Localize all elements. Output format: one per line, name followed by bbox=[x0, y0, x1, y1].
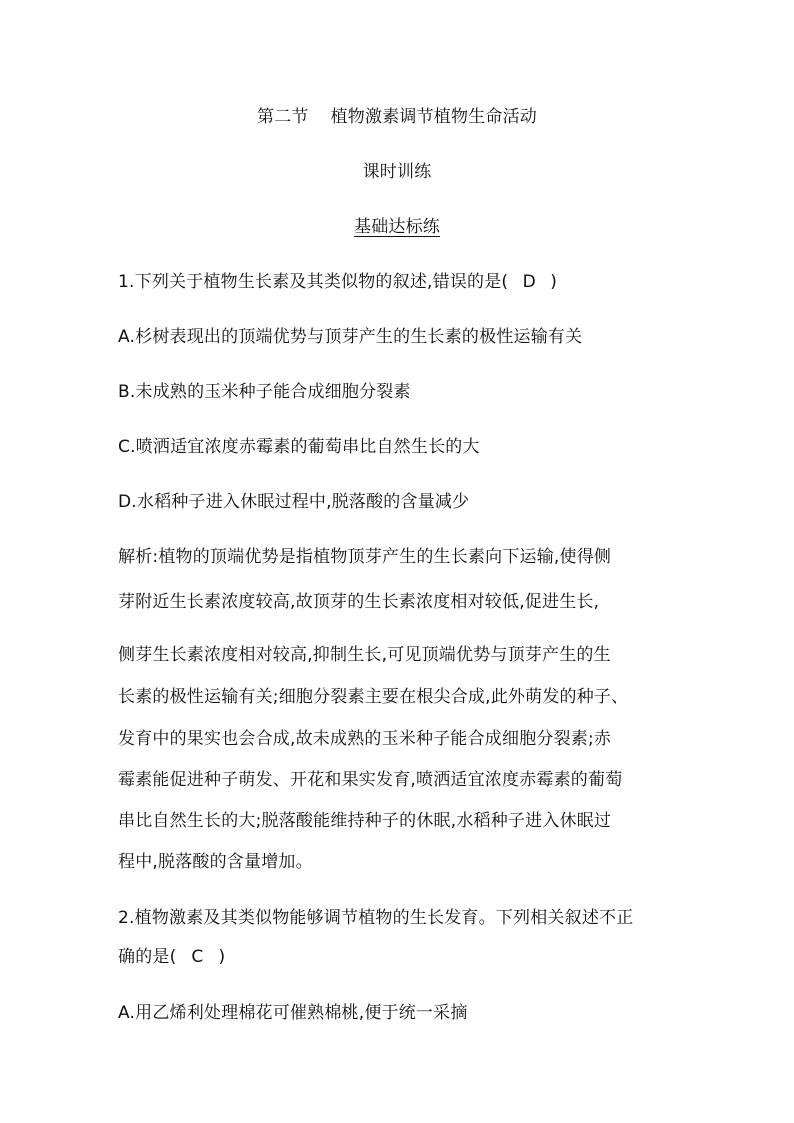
question-1-close: ) bbox=[550, 272, 558, 292]
level-heading-text: 基础达标练 bbox=[354, 217, 440, 237]
analysis-line: 长素的极性运输有关;细胞分裂素主要在根尖合成,此外萌发的种子、 bbox=[118, 687, 629, 707]
question-1-option-d: D.水稻种子进入休眠过程中,脱落酸的含量减少 bbox=[118, 492, 470, 512]
question-2-close: ) bbox=[218, 947, 226, 967]
section-heading: 植物激素调节植物生命活动 bbox=[330, 107, 537, 127]
question-2-stem-line-1: 2.植物激素及其类似物能够调节植物的生长发育。下列相关叙述不正 bbox=[118, 908, 634, 928]
question-2-text: 确的是( bbox=[118, 947, 177, 967]
question-1-option-b: B.未成熟的玉米种子能合成细胞分裂素 bbox=[118, 382, 411, 402]
question-1-option-a: A.杉树表现出的顶端优势与顶芽产生的生长素的极性运输有关 bbox=[118, 327, 583, 347]
analysis-line: 串比自然生长的大;脱落酸能维持种子的休眠,水稻种子进入休眠过 bbox=[118, 811, 612, 831]
question-2-stem-line-2 bbox=[118, 946, 225, 968]
level-heading bbox=[0, 216, 794, 238]
page-subtitle: 课时训练 bbox=[362, 162, 432, 182]
analysis-line: 程中,脱落酸的含量增加。 bbox=[118, 852, 313, 872]
analysis-line: 霉素能促进种子萌发、开花和果实发育,喷洒适宜浓度赤霉素的葡萄 bbox=[118, 770, 623, 790]
analysis-line: 侧芽生长素浓度相对较高,抑制生长,可见顶端优势与顶芽产生的生 bbox=[118, 645, 611, 665]
question-1-stem bbox=[118, 271, 557, 293]
analysis-line: 芽附近生长素浓度较高,故顶芽的生长素浓度相对较低,促进生长, bbox=[118, 592, 600, 612]
question-2-answer: C bbox=[191, 947, 204, 967]
section-number: 第二节 bbox=[256, 107, 309, 127]
question-1-option-c: C.喷洒适宜浓度赤霉素的葡萄串比自然生长的大 bbox=[118, 437, 480, 457]
question-1-text: 1.下列关于植物生长素及其类似物的叙述,错误的是( bbox=[118, 272, 509, 292]
question-2-option-a: A.用乙烯利处理棉花可催熟棉桃,便于统一采摘 bbox=[118, 1003, 468, 1023]
analysis-line: 发育中的果实也会合成,故未成熟的玉米种子能合成细胞分裂素;赤 bbox=[118, 729, 612, 749]
question-1-answer: D bbox=[522, 272, 536, 292]
section-title bbox=[0, 106, 794, 128]
analysis-line: 解析:植物的顶端优势是指植物顶芽产生的生长素向下运输,使得侧 bbox=[118, 547, 612, 567]
